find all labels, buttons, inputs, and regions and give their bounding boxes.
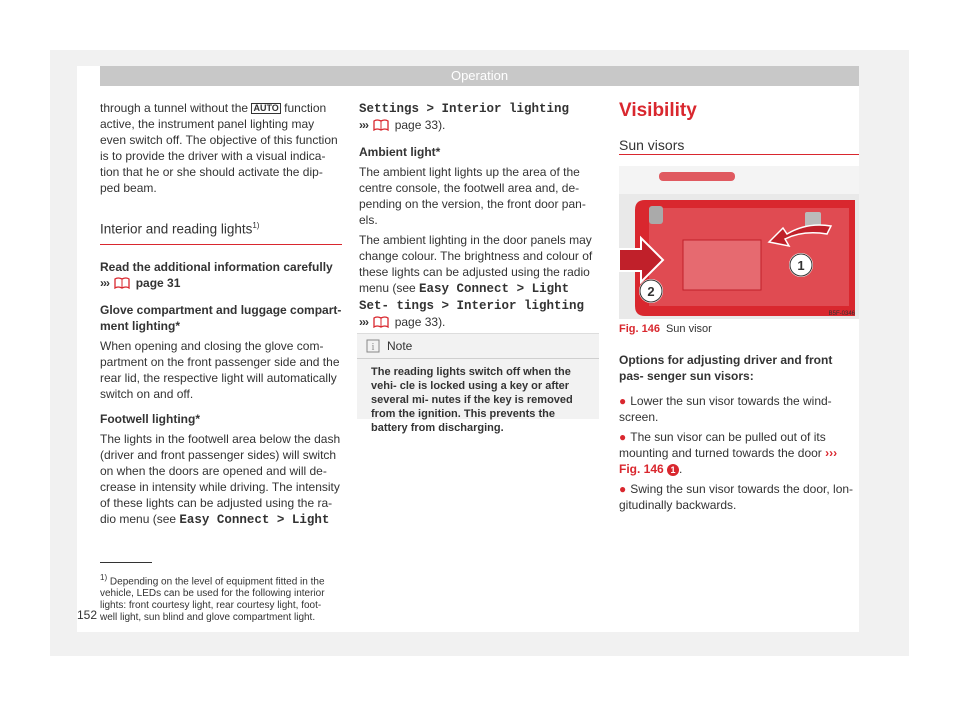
bullet-item-2: ● The sun visor can be pulled out of its mounting and turned towards the door ››› Fig. 146 1 . — [619, 430, 838, 476]
ambient-heading: Ambient light* — [359, 145, 441, 159]
figure-caption: Fig. 146 Sun visor — [619, 323, 712, 335]
section-rule — [100, 244, 342, 245]
book-icon — [373, 316, 389, 332]
note-box — [357, 333, 599, 434]
auto-icon: AUTO — [253, 103, 279, 113]
subsection-rule — [619, 154, 859, 155]
footwell-heading: Footwell lighting* — [100, 411, 200, 426]
subsection-title-sun-visors: Sun visors — [619, 137, 685, 153]
page-link-31[interactable]: page 31 — [135, 275, 181, 290]
glove-heading: Glove compartment and luggage compart- ment lighting* — [100, 302, 342, 333]
note-title: Note — [387, 339, 413, 353]
book-icon — [114, 277, 130, 293]
figure-label-1: 1 — [797, 258, 805, 273]
ambient-text-1: The ambient light lights up the area of the centre console, the footwell area and, de- pending on the version, the front door pan- els. — [359, 165, 586, 227]
callout-1-badge: 1 — [667, 464, 679, 476]
ambient-text-2: The ambient lighting in the door panels may change colour. The brightness and colour of these lights can be adjusted using the radio menu (see Easy Connect > Light Set- tings > Interior lighting ››› page 33). — [359, 232, 601, 332]
bullet-item-1: ● Lower the sun visor towards the wind- screen. — [619, 394, 832, 424]
page-number: 152 — [77, 608, 98, 622]
intro-paragraph: through a tunnel without the AUTO function active, the instrument panel lighting may even switch off. The objective of this function is to provide the driver with a visual indica- tion that he or she should activate the dip- ped beam. — [100, 101, 338, 195]
read-more-note: Read the additional information carefully ››› page 31 — [100, 259, 342, 293]
section-heading-interior: Interior and reading lights$^{1)}$ — [100, 218, 342, 245]
page-link-33[interactable]: page 33). — [394, 118, 446, 132]
column-right-text — [619, 352, 859, 522]
figure-code: B5F-0346 — [828, 311, 855, 317]
figure-label-2: 2 — [647, 284, 655, 299]
page-link-33b[interactable]: page 33). — [394, 315, 446, 329]
sun-visor-illustration — [619, 166, 859, 319]
figure-sun-visor — [619, 166, 859, 319]
bullet-item-3: ● Swing the sun visor towards the door, lon- gitudinally backwards. — [619, 482, 854, 512]
glove-text: When opening and closing the glove com- partment on the front passenger side and the rear lid, the respective light will automatically switch on and off. — [100, 338, 340, 401]
info-icon — [366, 339, 380, 358]
menu-continuation: Settings > Interior lighting ››› page 33). — [359, 100, 601, 135]
options-heading: Options for adjusting driver and front pas- senger sun visors: — [619, 353, 833, 383]
bullet-icon: ● — [619, 394, 627, 408]
figure-ref-link[interactable]: ››› Fig. 146 — [619, 446, 838, 476]
page-header: Operation — [100, 66, 859, 86]
footnote-rule — [100, 562, 152, 563]
column-left — [100, 100, 342, 537]
footwell-text: The lights in the footwell area below the dash (driver and front passenger sides) will switch on when the doors are opened and will de- crease in intensity while driving. The intensity of these lights can be adjusted using the ra- dio menu (see Easy Connect > Light — [100, 431, 341, 527]
svg-text:i: i — [371, 342, 375, 353]
note-header — [357, 334, 599, 359]
book-icon — [373, 119, 389, 135]
footnote: $^{1)}$ Depending on the level of equipment fitted in the vehicle, LEDs can be used for the following interior lights: front courtesy light, rear courtesy light, foot- well light, sun blind and glove compartment light. — [100, 573, 325, 624]
note-text: The reading lights switch off when the vehi- cle is locked using a key or after several mi- nutes if the key is removed from the ignition. This prevents the battery from discharging. — [371, 366, 573, 434]
section-title-visibility: Visibility — [619, 100, 697, 121]
column-middle — [359, 100, 601, 341]
bullet-icon: ● — [619, 482, 627, 496]
bullet-icon: ● — [619, 430, 627, 444]
